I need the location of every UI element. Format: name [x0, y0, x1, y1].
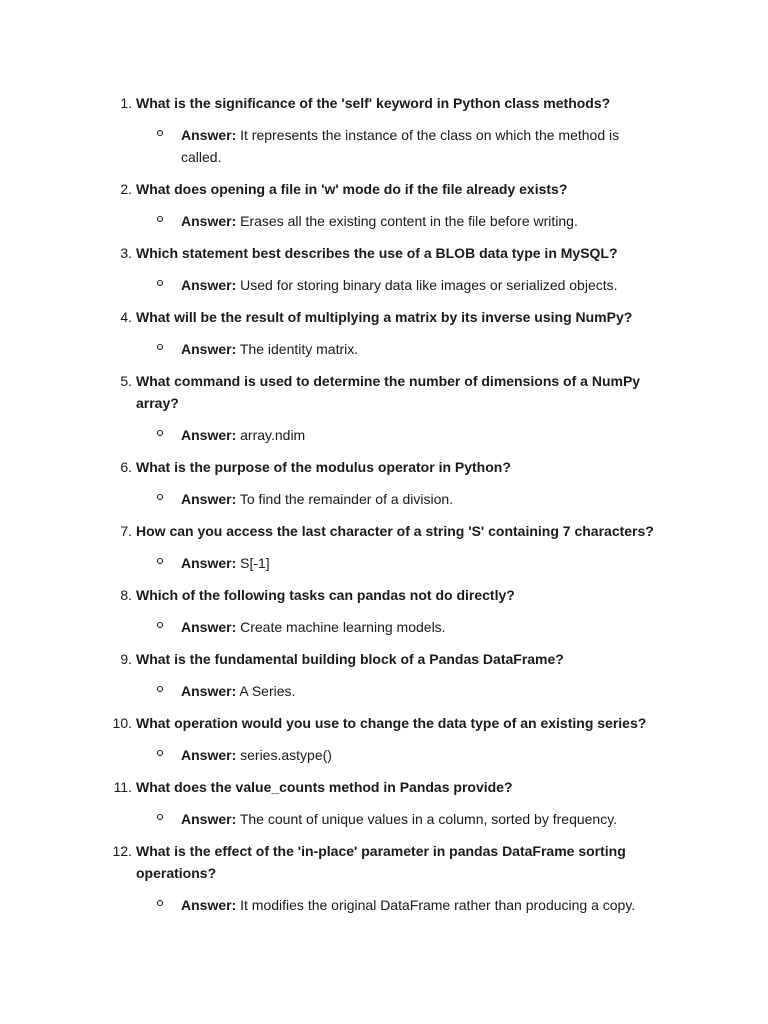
qa-item	[0, 456, 768, 510]
answer-label: Answer:	[181, 897, 237, 913]
answer-text: series.astype()	[240, 747, 332, 763]
answer	[0, 338, 768, 360]
question-number: 7.	[120, 523, 132, 539]
answer	[0, 210, 768, 232]
question	[0, 648, 768, 670]
answer-label: Answer:	[181, 277, 237, 293]
answer-text: It represents the instance of the class on which the method is called.	[181, 127, 620, 165]
qa-item	[0, 712, 768, 766]
answer-text: Create machine learning models.	[240, 619, 446, 635]
answer-text: S[-1]	[240, 555, 270, 571]
answer-text: Erases all the existing content in the file before writing.	[240, 213, 578, 229]
question-text: What will be the result of multiplying a matrix by its inverse using NumPy?	[136, 309, 633, 325]
answer-text: The count of unique values in a column, sorted by frequency.	[239, 811, 618, 827]
answer-text: A Series.	[239, 683, 296, 699]
answer-label: Answer:	[181, 683, 237, 699]
answer	[0, 894, 768, 916]
hollow-circle-bullet-icon	[157, 280, 163, 286]
answer-text: To find the remainder of a division.	[239, 491, 454, 507]
answer	[0, 552, 768, 574]
answer	[0, 274, 768, 296]
question-number: 12.	[112, 843, 132, 859]
question-number: 1.	[120, 95, 132, 111]
question-number: 6.	[120, 459, 132, 475]
qa-item	[0, 840, 768, 916]
hollow-circle-bullet-icon	[157, 216, 163, 222]
answer-text: array.ndim	[240, 427, 306, 443]
question	[0, 840, 768, 884]
question-number: 9.	[120, 651, 132, 667]
answer	[0, 744, 768, 766]
answer-text: It modifies the original DataFrame rather than producing a copy.	[240, 897, 636, 913]
question-text: Which statement best describes the use of a BLOB data type in MySQL?	[136, 245, 618, 261]
qa-item	[0, 306, 768, 360]
qa-item	[0, 584, 768, 638]
qa-item	[0, 648, 768, 702]
question-text: Which of the following tasks can pandas not do directly?	[136, 587, 515, 603]
question	[0, 520, 768, 542]
question-text: What does the value_counts method in Pandas provide?	[136, 779, 513, 795]
qa-item	[0, 520, 768, 574]
qa-item	[0, 370, 768, 446]
question-number: 10.	[112, 715, 132, 731]
question	[0, 712, 768, 734]
answer	[0, 124, 768, 168]
hollow-circle-bullet-icon	[157, 494, 163, 500]
hollow-circle-bullet-icon	[157, 130, 163, 136]
qa-list	[0, 92, 768, 926]
question-number: 5.	[120, 373, 132, 389]
answer-label: Answer:	[181, 747, 237, 763]
question-text: What does opening a file in 'w' mode do if the file already exists?	[136, 181, 568, 197]
question	[0, 456, 768, 478]
qa-item	[0, 178, 768, 232]
question	[0, 306, 768, 328]
answer-label: Answer:	[181, 213, 237, 229]
question	[0, 242, 768, 264]
answer-text: Used for storing binary data like images or serialized objects.	[240, 277, 618, 293]
hollow-circle-bullet-icon	[157, 622, 163, 628]
hollow-circle-bullet-icon	[157, 558, 163, 564]
answer-label: Answer:	[181, 619, 237, 635]
question-number: 2.	[120, 181, 132, 197]
question-number: 11.	[113, 779, 132, 795]
answer-label: Answer:	[181, 811, 237, 827]
hollow-circle-bullet-icon	[157, 686, 163, 692]
question-text: What is the purpose of the modulus operator in Python?	[136, 459, 511, 475]
answer	[0, 616, 768, 638]
question-number: 4.	[120, 309, 132, 325]
question-text: What is the significance of the 'self' keyword in Python class methods?	[136, 95, 611, 111]
hollow-circle-bullet-icon	[157, 344, 163, 350]
answer-label: Answer:	[181, 127, 237, 143]
answer-label: Answer:	[181, 555, 237, 571]
answer	[0, 424, 768, 446]
hollow-circle-bullet-icon	[157, 430, 163, 436]
question-text: What operation would you use to change the data type of an existing series?	[136, 715, 647, 731]
question-number: 8.	[120, 587, 132, 603]
answer-label: Answer:	[181, 427, 237, 443]
answer	[0, 808, 768, 830]
question-text: How can you access the last character of a string 'S' containing 7 characters?	[136, 523, 654, 539]
question-text: What is the effect of the 'in-place' parameter in pandas DataFrame sorting operations?	[136, 843, 626, 881]
question	[0, 178, 768, 200]
answer-label: Answer:	[181, 341, 237, 357]
question-text: What is the fundamental building block of a Pandas DataFrame?	[136, 651, 564, 667]
answer	[0, 488, 768, 510]
qa-item	[0, 242, 768, 296]
question	[0, 370, 768, 414]
question	[0, 584, 768, 606]
qa-item	[0, 776, 768, 830]
hollow-circle-bullet-icon	[157, 900, 163, 906]
question	[0, 92, 768, 114]
question-text: What command is used to determine the number of dimensions of a NumPy array?	[136, 373, 641, 411]
question	[0, 776, 768, 798]
answer-label: Answer:	[181, 491, 237, 507]
hollow-circle-bullet-icon	[157, 750, 163, 756]
answer	[0, 680, 768, 702]
hollow-circle-bullet-icon	[157, 814, 163, 820]
question-number: 3.	[120, 245, 132, 261]
answer-text: The identity matrix.	[239, 341, 359, 357]
qa-item	[0, 92, 768, 168]
